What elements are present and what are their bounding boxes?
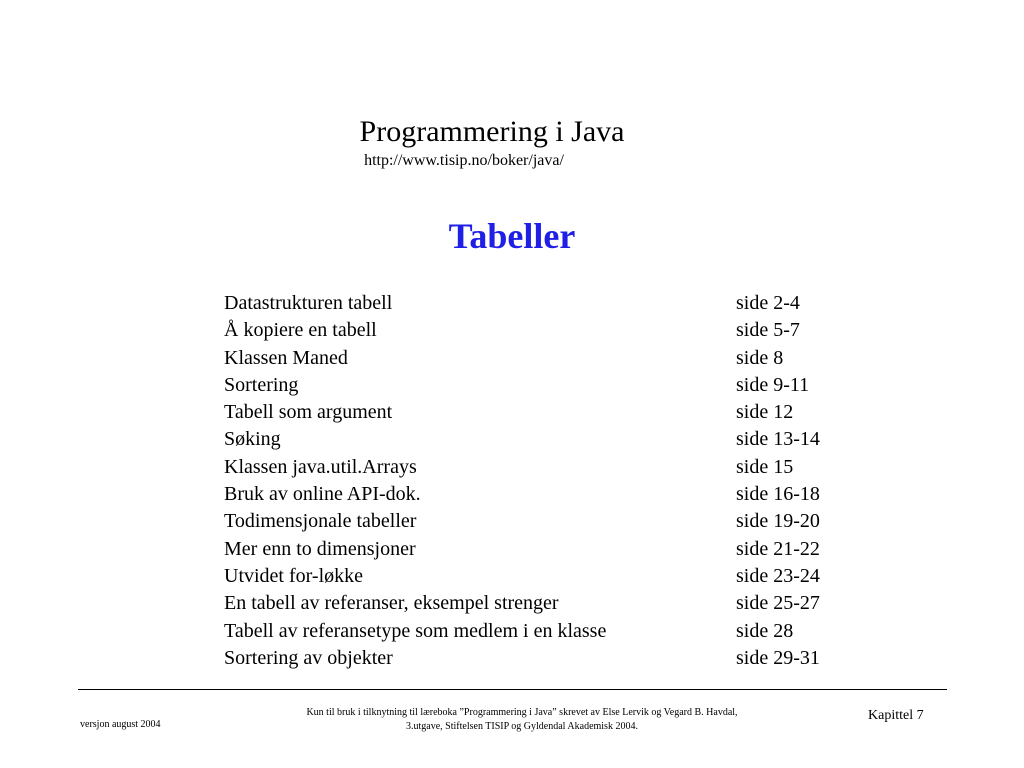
toc-topic: Å kopiere en tabell [224, 319, 377, 342]
toc-row [224, 563, 864, 590]
toc-row [224, 508, 864, 535]
toc-pages: side 15 [736, 455, 794, 478]
toc-pages: side 5-7 [736, 319, 800, 342]
footer-note-line-1: Kun til bruk i tilknytning til læreboka ”Programmering i Java” skrevet av Else Lervik og Vegard B. Havdal, [306, 707, 738, 718]
toc-topic: Tabell som argument [224, 401, 393, 424]
toc-pages: side 28 [736, 619, 794, 642]
toc-pages: side 9-11 [736, 373, 810, 396]
toc-topic: Utvidet for-løkke [224, 564, 364, 587]
toc-row [224, 399, 864, 426]
toc-pages: side 25-27 [736, 592, 820, 615]
toc-pages: side 13-14 [736, 428, 820, 451]
toc-pages: side 21-22 [736, 537, 820, 560]
footer-chapter: Kapittel 7 [868, 708, 924, 723]
toc-row [224, 481, 864, 508]
toc-topic: Sortering [224, 373, 299, 396]
toc-row [224, 645, 864, 672]
toc-row [224, 454, 864, 481]
toc-row [224, 290, 864, 317]
toc-row [224, 618, 864, 645]
toc-topic: En tabell av referanser, eksempel strenger [224, 592, 559, 615]
table-of-contents [224, 290, 864, 672]
toc-pages: side 16-18 [736, 483, 820, 506]
toc-pages: side 2-4 [736, 292, 800, 314]
toc-topic: Søking [224, 428, 281, 451]
toc-row [224, 372, 864, 399]
toc-pages: side 29-31 [736, 646, 820, 669]
footer-divider [78, 689, 947, 690]
toc-row [224, 426, 864, 453]
toc-row [224, 590, 864, 617]
slide-title: Tabeller [448, 216, 576, 256]
toc-pages: side 12 [736, 401, 794, 424]
book-url: http://www.tisip.no/boker/java/ [364, 152, 564, 169]
toc-topic: Todimensjonale tabeller [224, 510, 417, 533]
toc-topic: Klassen java.util.Arrays [224, 455, 417, 478]
book-title: Programmering i Java [359, 115, 625, 148]
toc-topic: Tabell av referansetype som medlem i en klasse [224, 619, 607, 642]
toc-topic: Bruk av online API-dok. [224, 483, 421, 506]
toc-topic: Klassen Maned [224, 346, 348, 369]
footer-note-line-2: 3.utgave, Stiftelsen TISIP og Gyldendal Akademisk 2004. [406, 721, 638, 732]
footer-note [262, 706, 782, 734]
toc-topic: Datastrukturen tabell [224, 292, 393, 314]
toc-pages: side 23-24 [736, 564, 820, 587]
toc-pages: side 8 [736, 346, 784, 369]
toc-topic: Sortering av objekter [224, 646, 393, 669]
toc-row [224, 317, 864, 344]
toc-topic: Mer enn to dimensjoner [224, 537, 416, 560]
toc-row [224, 536, 864, 563]
toc-pages: side 19-20 [736, 510, 820, 533]
footer-version: versjon august 2004 [80, 719, 161, 730]
toc-row [224, 345, 864, 372]
